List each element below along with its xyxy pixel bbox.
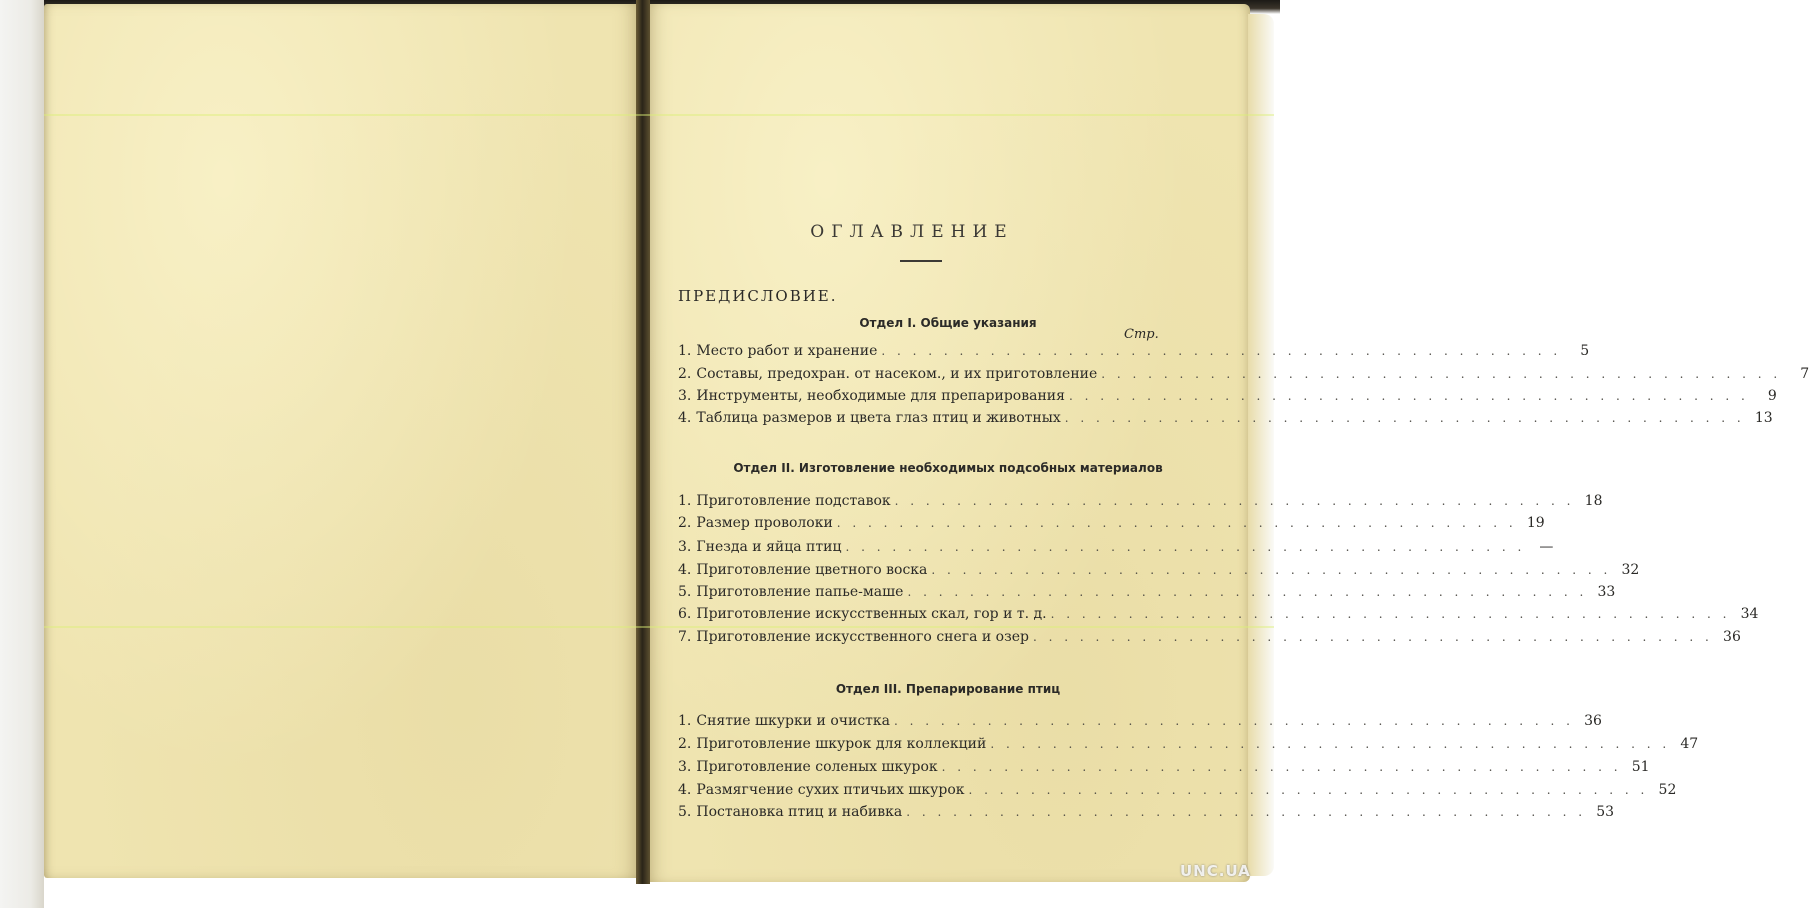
dot-leader: . . . . . . . . . . . . . . . . . . . . . . . . . . . . . . . . . . . . . . . . . . . .: [894, 714, 1574, 728]
entry-number: 4.: [678, 410, 692, 426]
dot-leader: . . . . . . . . . . . . . . . . . . . . . . . . . . . . . . . . . . . . . . . . . . . .: [881, 344, 1562, 358]
page-column-label: Стр.: [1124, 327, 1159, 342]
dot-leader: . . . . . . . . . . . . . . . . . . . . . . . . . . . . . . . . . . . . . . . . . . . .: [1033, 630, 1713, 644]
entry-title: Приготовление искусственных скал, гор и т. д.: [696, 606, 1047, 622]
entry-title: Приготовление искусственного снега и озер: [696, 629, 1029, 645]
entry-number: 3.: [678, 759, 692, 775]
toc-entry: [678, 584, 1616, 604]
toc-entry: [678, 539, 1554, 559]
toc-entry: [678, 388, 1777, 408]
dot-leader: . . . . . . . . . . . . . . . . . . . . . . . . . . . . . . . . . . . . . . . . . . . .: [990, 737, 1671, 751]
dot-leader: . . . . . . . . . . . . . . . . . . . . . . . . . . . . . . . . . . . . . . . . . . . .: [968, 783, 1649, 797]
entry-number: 4.: [678, 562, 692, 578]
dot-leader: . . . . . . . . . . . . . . . . . . . . . . . . . . . . . . . . . . . . . . . . . . . .: [836, 516, 1517, 530]
entry-title: Составы, предохран. от насеком., и их приготовление: [696, 366, 1098, 382]
entry-number: 3.: [678, 539, 692, 555]
dot-leader: . . . . . . . . . . . . . . . . . . . . . . . . . . . . . . . . . . . . . . . . . . . .: [907, 585, 1588, 599]
entry-title: Постановка птиц и набивка: [696, 804, 903, 820]
entry-number: 1.: [678, 493, 692, 509]
toc-entry: [678, 493, 1603, 513]
entry-title: Размягчение сухих птичьих шкурок: [696, 782, 965, 798]
entry-page-number: —: [1539, 539, 1554, 555]
entry-page-number: 33: [1597, 584, 1616, 600]
entry-title: Гнезда и яйца птиц: [696, 539, 842, 555]
toc-entry: [678, 366, 1809, 386]
toc-title: ОГЛАВЛЕНИЕ: [810, 222, 1014, 242]
scan-background-left: [0, 0, 44, 908]
entry-number: 5.: [678, 584, 692, 600]
entry-number: 2.: [678, 736, 692, 752]
section-heading-1: Отдел I. Общие указания: [859, 316, 1037, 330]
entry-title: Таблица размеров и цвета глаз птиц и животных: [696, 410, 1061, 426]
entry-title: Приготовление соленых шкурок: [696, 759, 938, 775]
entry-number: 3.: [678, 388, 692, 404]
toc-entry: [678, 759, 1650, 779]
entry-title: Снятие шкурки и очистка: [696, 713, 891, 729]
toc-entry: [678, 515, 1545, 535]
toc-entry: [678, 343, 1590, 363]
dot-leader: . . . . . . . . . . . . . . . . . . . . . . . . . . . . . . . . . . . . . . . . . . . .: [894, 494, 1575, 508]
entry-title: Инструменты, необходимые для препарирования: [696, 388, 1065, 404]
entry-number: 1.: [678, 343, 692, 359]
entry-title: Приготовление папье-маше: [696, 584, 904, 600]
dot-leader: . . . . . . . . . . . . . . . . . . . . . . . . . . . . . . . . . . . . . . . . . . . .: [941, 760, 1622, 774]
entry-page-number: 19: [1526, 515, 1545, 531]
entry-number: 6.: [678, 606, 692, 622]
dot-leader: . . . . . . . . . . . . . . . . . . . . . . . . . . . . . . . . . . . . . . . . . . . .: [1068, 389, 1749, 403]
entry-number: 4.: [678, 782, 692, 798]
dot-leader: . . . . . . . . . . . . . . . . . . . . . . . . . . . . . . . . . . . . . . . . . . . .: [1064, 411, 1745, 425]
entry-number: 7.: [678, 629, 692, 645]
entry-title: Приготовление цветного воска: [696, 562, 928, 578]
entry-page-number: 9: [1767, 388, 1777, 404]
entry-page-number: 32: [1621, 562, 1640, 578]
entry-page-number: 53: [1596, 804, 1615, 820]
dot-leader: . . . . . . . . . . . . . . . . . . . . . . . . . . . . . . . . . . . . . . . . . . . .: [1101, 367, 1782, 381]
dot-leader: . . . . . . . . . . . . . . . . . . . . . . . . . . . . . . . . . . . . . . . . . . . .: [1050, 607, 1731, 621]
left-page-blank: [44, 4, 642, 878]
entry-title: Приготовление шкурок для коллекций: [696, 736, 987, 752]
toc-entry: [678, 562, 1640, 582]
entry-page-number: 36: [1723, 629, 1741, 645]
toc-entry: [678, 629, 1741, 649]
entry-page-number: 47: [1680, 736, 1699, 752]
entry-number: 2.: [678, 515, 692, 531]
toc-entry: [678, 410, 1773, 430]
toc-entry: [678, 782, 1677, 802]
entry-page-number: 52: [1658, 782, 1677, 798]
entry-title: Размер проволоки: [696, 515, 833, 531]
toc-entry: [678, 713, 1602, 733]
toc-entry: [678, 736, 1699, 756]
dot-leader: . . . . . . . . . . . . . . . . . . . . . . . . . . . . . . . . . . . . . . . . . . . .: [931, 563, 1612, 577]
dot-leader: . . . . . . . . . . . . . . . . . . . . . . . . . . . . . . . . . . . . . . . . . . . .: [906, 805, 1587, 819]
section-heading-2: Отдел II. Изготовление необходимых подсобных материалов: [733, 461, 1163, 475]
entry-number: 5.: [678, 804, 692, 820]
entry-page-number: 51: [1631, 759, 1650, 775]
entry-number: 1.: [678, 713, 692, 729]
entry-title: Приготовление подставок: [696, 493, 891, 509]
entry-page-number: 18: [1584, 493, 1603, 509]
entry-title: Место работ и хранение: [696, 343, 878, 359]
title-underline: [900, 260, 942, 262]
entry-page-number: 34: [1740, 606, 1759, 622]
toc-entry: [678, 804, 1615, 824]
watermark: UNC.UA: [1180, 862, 1251, 880]
entry-page-number: 7: [1800, 366, 1809, 382]
preface-entry: ПРЕДИСЛОВИЕ.: [678, 287, 838, 305]
section-heading-3: Отдел III. Препарирование птиц: [835, 682, 1061, 696]
dot-leader: . . . . . . . . . . . . . . . . . . . . . . . . . . . . . . . . . . . . . . . . . . . .: [845, 540, 1526, 554]
entry-page-number: 5: [1580, 343, 1590, 359]
table-of-contents: [644, 4, 1809, 882]
entry-number: 2.: [678, 366, 692, 382]
entry-page-number: 13: [1754, 410, 1773, 426]
entry-page-number: 36: [1584, 713, 1602, 729]
toc-entry: [678, 606, 1759, 626]
